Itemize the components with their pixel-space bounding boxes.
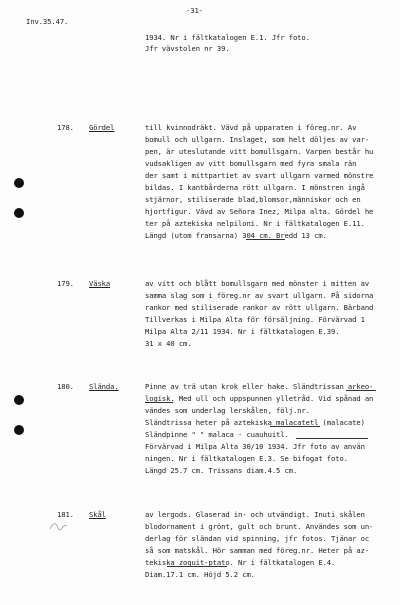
entry-line: Pinne av trä utan krok eller hake. Sländtrissan arkeo- [145, 382, 374, 391]
entry-line: der samt i mittpartiet av svart ullgarn varmed mönstre [145, 171, 374, 180]
entry-line: Längd 25.7 cm. Trissans diam.4.5 cm. [145, 466, 298, 475]
intro-line: Jfr vävstolen nr 39. [145, 44, 230, 53]
entry-number: 178. [57, 123, 74, 132]
underline-mark [296, 438, 368, 439]
underline-mark [167, 566, 227, 567]
binder-hole [14, 178, 24, 188]
entry-line: Längd (utom fransarna) 304 cm. Bredd 13 cm. [145, 231, 327, 240]
entry-line: logisk. Med ull och uppspunnen ylletråd. Vid spånad an [145, 394, 374, 403]
entry-line: Förvärvad i Milpa Alta 30/10 1934. Jfr foto av använ [145, 442, 365, 451]
entry-line: så som matskål. Hör samman med föreg.nr. Heter på az- [145, 546, 370, 555]
entry-line: vändes som underlag lerskålen, följ.nr. [145, 406, 310, 415]
entry-title: Väska [89, 279, 111, 288]
entry-line: samma slag som i föreg.nr av svart ullgarn. På sidorna [145, 291, 374, 300]
intro-line: 1934. Nr i fältkatalogen E.1. Jfr foto. [145, 33, 310, 42]
underline-mark [346, 390, 376, 391]
entry-line: av vitt och blått bomullsgarn med mönster i mitten av [145, 279, 370, 288]
entry-line: Sländtrissa heter på aztekiska malacatetl (malacate) [145, 418, 365, 427]
entry-line: bildas. I kantbårderna rött ullgarn. I mönstren ingå [145, 183, 365, 192]
entry-line: ningen. Nr i fältkatalogen E.3. Se bifogat foto. [145, 454, 348, 463]
entry-line: Diam.17.1 cm. Höjd 5.2 cm. [145, 570, 255, 579]
entry-line: Tillverkas i Milpa Alta för försäljning. Förvärvad 1 [145, 315, 365, 324]
entry-number: 180. [57, 382, 74, 391]
entry-line: bomull och ullgarn. Inslaget, som helt döljes av var- [145, 135, 370, 144]
entry-line: ter på aztekiska nelpiloni. Nr i fältkatalogen E.11. [145, 219, 365, 228]
page-number: -31- [186, 6, 203, 15]
entry-number: 181. [57, 510, 74, 519]
entry-line: 31 x 40 cm. [145, 339, 192, 348]
binder-hole [14, 425, 24, 435]
entry-number: 179. [57, 279, 74, 288]
entry-line: hjortfigur. Vävd av Señora Inez, Milpa alta. Gördel he [145, 207, 374, 216]
entry-line: derlag för sländan vid spinning, jfr fotos. Tjänar oc [145, 534, 370, 543]
binder-hole [14, 208, 24, 218]
entry-line: rankor med stiliserade rankor av rött ullgarn. Bärband [145, 303, 374, 312]
entry-line: Sländpinne " " malaca - cuauhuitl. [145, 430, 289, 439]
entry-title: Slända. [89, 382, 119, 391]
binder-hole [14, 395, 24, 405]
entry-line: till kvinnodräkt. Vävd på upparaten i föreg.nr. Av [145, 123, 357, 132]
entry-title: Skål [89, 510, 106, 519]
entry-line: Milpa Alta 2/11 1934. Nr i fältkatalogen E.39. [145, 327, 340, 336]
entry-title: Gördel [89, 123, 115, 132]
entry-line: vudsakligen av vitt bomullsgarn med fyra smala rän [145, 159, 357, 168]
underline-mark [270, 426, 320, 427]
underline-mark [145, 402, 173, 403]
entry-line: blodornament i grönt, gult och brunt. Användes som un- [145, 522, 374, 531]
underline-mark [246, 239, 285, 240]
inventory-number: Inv.35.47. [26, 17, 69, 26]
entry-line: pen, är uteslutande vitt bomullsgarn. Varpen består hu [145, 147, 374, 156]
handwritten-mark [48, 520, 70, 532]
entry-line: av lergods. Glaserad in- och utvändigt. Inuti skålen [145, 510, 365, 519]
entry-line: tekiska zoquit-ptato. Nr i fältkatalogen E.4. [145, 558, 336, 567]
entry-line: stjärnor, stiliserade blad,blomsor,människor och en [145, 195, 361, 204]
